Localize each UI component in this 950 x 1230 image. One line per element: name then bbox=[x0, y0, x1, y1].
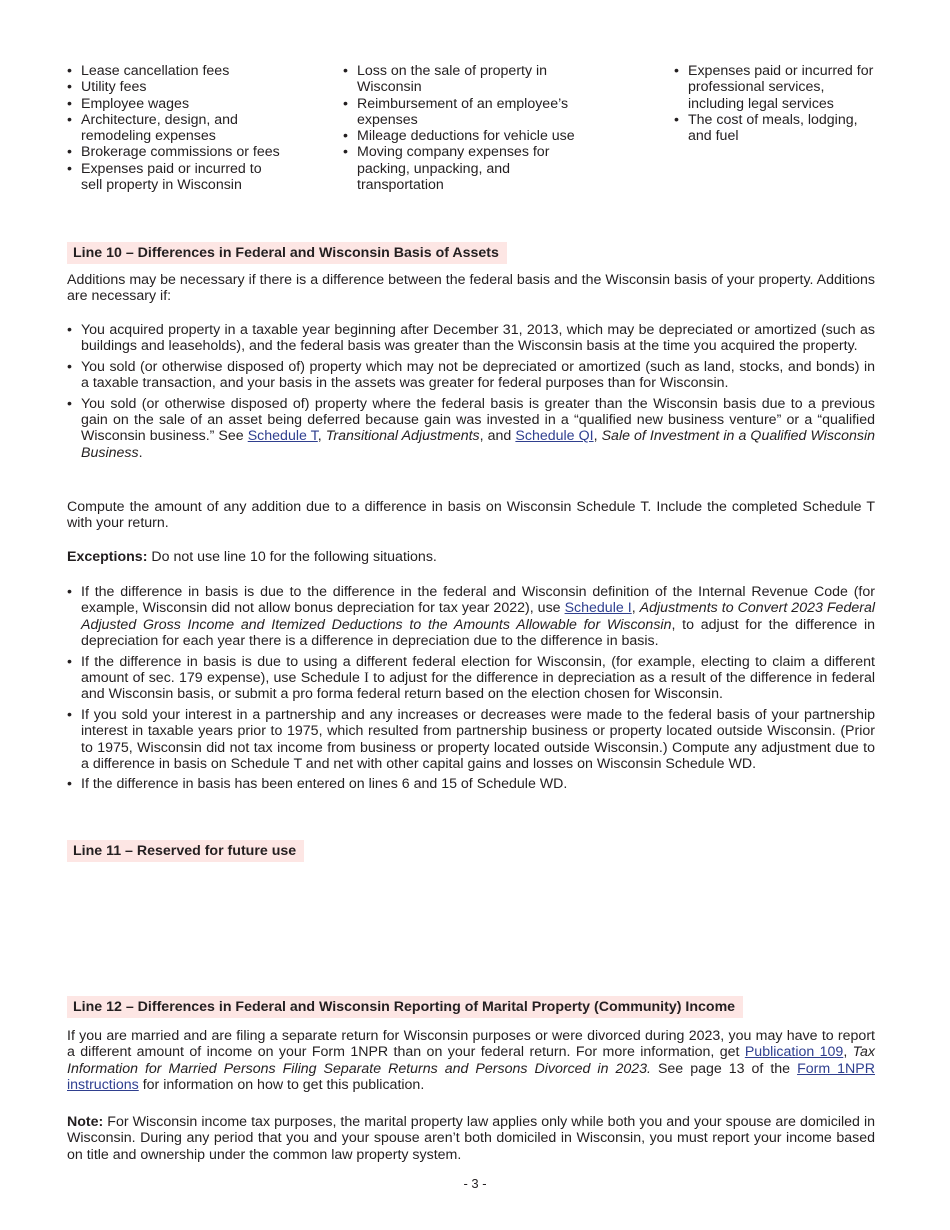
schedule-qi-link[interactable]: Schedule QI bbox=[515, 428, 594, 445]
list-item: • Mileage deductions for vehicle use bbox=[343, 128, 593, 144]
text-span: to adjust for the difference in depreciation as a result of the difference in federal and Wisconsin basis, or submit a pro forma federal return based on the election chosen for Wisconsin. bbox=[81, 670, 875, 703]
list-item: • Reimbursement of an employee’s expenses bbox=[343, 96, 593, 129]
text-span: for information on how to get this publication. bbox=[138, 1077, 425, 1094]
text-span: If the difference in basis is due to using a different federal election for Wisconsin, (for example, electing to claim a different amount of sec. 179 expense), use Schedule bbox=[81, 653, 875, 687]
expense-column-3 bbox=[674, 63, 879, 144]
schedule-i-link[interactable]: Schedule I bbox=[564, 600, 632, 617]
list-item: • You acquired property in a taxable year beginning after December 31, 2013, which may be depreciated or amortized (such as buildings and leaseholds), and the federal basis was greater than the Wisconsin basis at the time you acquired the property. bbox=[67, 322, 875, 355]
expense-column-1 bbox=[67, 63, 282, 193]
list-item: • You sold (or otherwise disposed of) property which may not be depreciated or amortized (such as land, stocks, and bonds) in a taxable transaction, and your basis in the assets was greater for federal purposes than for Wisconsin. bbox=[67, 359, 875, 392]
text-span: For Wisconsin income tax purposes, the marital property law applies only while both you and your spouse are domiciled in Wisconsin. During any period that you and your spouse aren’t both domiciled in Wisconsin, you must report your income based on title and ownership under the common law property system. bbox=[67, 1114, 875, 1163]
text-span: If you are married and are filing a separate return for Wisconsin purposes or were divorced during 2023, you may have to report a different amount of income on your Form 1NPR than on your federal return. For more information, get bbox=[67, 1028, 875, 1061]
line-10-additions-list bbox=[67, 322, 875, 465]
text-span: See page 13 of the bbox=[650, 1060, 798, 1077]
line-12-heading: Line 12 – Differences in Federal and Wisconsin Reporting of Marital Property (Community) Income bbox=[67, 996, 743, 1018]
italic-title: Transitional Adjustments bbox=[325, 428, 480, 445]
italic-title: Adjustments to Convert 2023 Federal Adjusted Gross Income and Itemized Deductions to the Amounts Allowable for Wisconsin bbox=[81, 600, 875, 633]
exceptions-label: Exceptions: bbox=[67, 549, 148, 565]
list-item bbox=[67, 396, 875, 462]
list-item: • Loss on the sale of property in Wisconsin bbox=[343, 63, 593, 96]
italic-title: Tax Information for Married Persons Filing Separate Returns and Persons Divorced in 2023. bbox=[67, 1044, 875, 1077]
list-item bbox=[67, 584, 875, 650]
text-span: , bbox=[593, 428, 602, 445]
line-10-exceptions-list bbox=[67, 584, 875, 797]
list-item: • If the difference in basis has been entered on lines 6 and 15 of Schedule WD. bbox=[67, 776, 875, 792]
line-10-exceptions bbox=[67, 549, 875, 565]
text-span: , to adjust for the difference in depreciation for each year there is a difference in depreciation due to the difference in basis. bbox=[81, 616, 876, 650]
publication-109-link[interactable]: Publication 109 bbox=[744, 1044, 844, 1061]
list-item: • Lease cancellation fees bbox=[67, 63, 282, 79]
line-10-intro: Additions may be necessary if there is a difference between the federal basis and the Wisconsin basis of your property. Additions are necessary if: bbox=[67, 272, 875, 305]
text-span: You sold (or otherwise disposed of) property where the federal basis is greater than the Wisconsin basis due to a previous gain on the sale of an asset being deferred because gain was invested in a “qualified new business venture” or a “qualified Wisconsin business.” See bbox=[81, 395, 875, 445]
list-item: • Brokerage commissions or fees bbox=[67, 144, 282, 160]
list-item: • Expenses paid or incurred to sell property in Wisconsin bbox=[67, 161, 282, 194]
italic-title: Sale of Investment in a Qualified Wisconsin Business bbox=[81, 428, 875, 461]
text-span: If the difference in basis is due to the difference in the federal and Wisconsin definition of the Internal Revenue Code (for example, Wisconsin did not allow bonus depreciation for tax year 2022), use bbox=[81, 584, 875, 617]
text-span: , bbox=[631, 600, 640, 617]
list-item: • Expenses paid or incurred for professional services, including legal services bbox=[674, 63, 879, 112]
text-span: . bbox=[138, 444, 143, 461]
page-number: - 3 - bbox=[463, 1176, 487, 1191]
list-item: • The cost of meals, lodging, and fuel bbox=[674, 112, 879, 145]
list-item: • If you sold your interest in a partnership and any increases or decreases were made to the federal basis of your partnership interest in taxable years prior to 1975, which resulted from partnership business or property located outside Wisconsin. (Prior to 1975, Wisconsin did not tax income from business or property located outside Wisconsin.) Compute any adjustment due to a difference in basis on Schedule T and net with other capital gains and losses on Wisconsin Schedule WD. bbox=[67, 707, 875, 773]
list-item: • Architecture, design, and remodeling expenses bbox=[67, 112, 282, 145]
text-span: I bbox=[364, 670, 369, 687]
expense-column-2 bbox=[343, 63, 593, 193]
text-span: , and bbox=[479, 428, 516, 445]
line-12-paragraph bbox=[67, 1028, 875, 1094]
form-1npr-instructions-link[interactable]: Form 1NPR instructions bbox=[67, 1060, 875, 1094]
list-item: • Employee wages bbox=[67, 96, 282, 112]
list-item bbox=[67, 654, 875, 703]
note-label: Note: bbox=[67, 1114, 104, 1130]
schedule-t-link[interactable]: Schedule T bbox=[247, 428, 318, 445]
line-12-note bbox=[67, 1114, 875, 1163]
list-item: • Moving company expenses for packing, unpacking, and transportation bbox=[343, 144, 593, 193]
line-11-heading: Line 11 – Reserved for future use bbox=[67, 840, 304, 862]
text-span: Do not use line 10 for the following situations. bbox=[147, 549, 437, 565]
text-span: , bbox=[843, 1044, 853, 1061]
list-item: • Utility fees bbox=[67, 79, 282, 95]
line-10-heading: Line 10 – Differences in Federal and Wisconsin Basis of Assets bbox=[67, 242, 507, 264]
line-10-compute: Compute the amount of any addition due to a difference in basis on Wisconsin Schedule T. Include the completed Schedule T with your return. bbox=[67, 499, 875, 532]
text-span: , bbox=[317, 428, 326, 445]
